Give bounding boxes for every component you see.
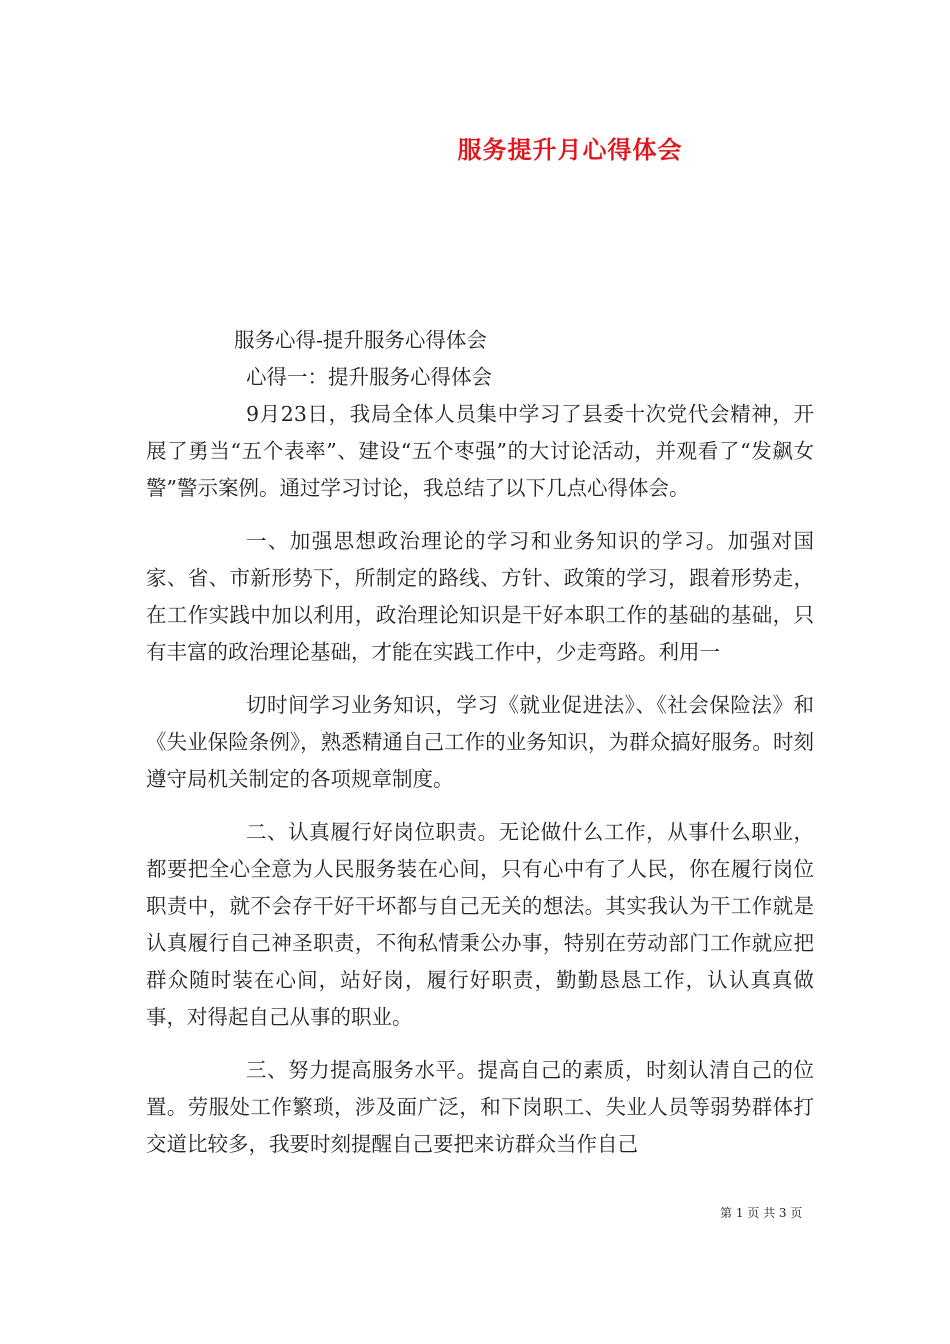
paragraph-point-3: 三、努力提高服务水平。提高自己的素质，时刻认清自己的位置。劳服处工作繁琐，涉及面广泛，和下岗职工、失业人员等弱势群体打交道比较多，我要时刻提醒自己要把来访群众当作自己: [146, 1058, 814, 1156]
subsection-heading: 心得一：提升服务心得体会: [246, 365, 492, 389]
paragraph-point-1-continued: 切时间学习业务知识，学习《就业促进法》、《社会保险法》和《失业保险条例》，熟悉精通自己工作的业务知识，为群众搞好服务。时刻遵守局机关制定的各项规章制度。: [146, 693, 814, 791]
section-heading: 服务心得-提升服务心得体会: [234, 328, 487, 352]
document-body: [146, 322, 814, 1163]
paragraph-point-1: 一、加强思想政治理论的学习和业务知识的学习。加强对国家、省、市新形势下，所制定的路线、方针、政策的学习，跟着形势走，在工作实践中加以利用，政治理论知识是干好本职工作的基础的基础，只有丰富的政治理论基础，才能在实践工作中，少走弯路。利用一: [146, 529, 814, 664]
paragraph-point-2: 二、认真履行好岗位职责。无论做什么工作，从事什么职业，都要把全心全意为人民服务装在心间，只有心中有了人民，你在履行岗位职责中，就不会存干好干坏都与自己无关的想法。其实我认为干工作就是认真履行自己神圣职责，不徇私情秉公办事，特别在劳动部门工作就应把群众随时装在心间，站好岗，履行好职责，勤勤恳恳工作，认认真真做事，对得起自己从事的职业。: [146, 820, 814, 1029]
paragraph-intro: 9月23日，我局全体人员集中学习了县委十次党代会精神，开展了勇当“五个表率”、建设“五个枣强”的大讨论活动，并观看了“发飙女警”警示案例。通过学习讨论，我总结了以下几点心得体会。: [146, 402, 814, 500]
page-number: 第 1 页 共 3 页: [720, 1206, 803, 1220]
document-title: 服务提升月心得体会: [457, 135, 683, 164]
